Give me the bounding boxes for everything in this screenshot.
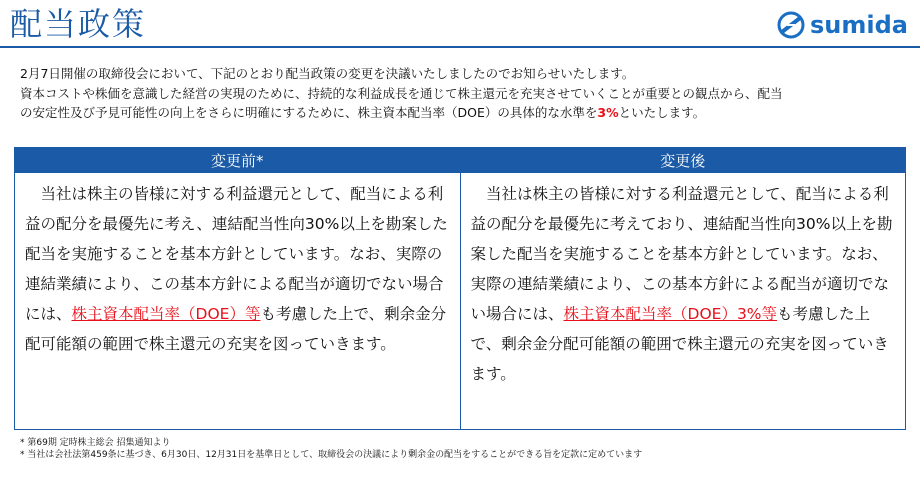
before-policy-text-end: も考慮した上で、剰余金分配可能額の範囲で株主還元の充実を図っていきます。	[25, 305, 447, 353]
intro-text	[20, 64, 900, 123]
intro-line-3	[20, 103, 900, 123]
intro-line-3-end: といたします。	[618, 105, 706, 120]
footnote-1: * 第69期 定時株主総会 招集通知より	[20, 438, 171, 448]
doe-target-value: 3%	[597, 105, 619, 120]
after-policy-cell	[460, 173, 906, 430]
before-policy-cell	[15, 173, 461, 430]
intro-line-2: 資本コストや株価を意識した経営の実現のために、持続的な利益成長を通じて株主還元を充実させていくことが重要との観点から、配当	[20, 85, 783, 101]
footnote-2: * 当社は会社法第459条に基づき、6月30日、12月31日を基準日として、取締役会の決議により剰余金の配当をすることができる旨を定款に定めています	[20, 450, 643, 460]
after-policy-highlight: 株主資本配当率（DOE）3%等	[563, 305, 778, 323]
page-title: 配当政策	[10, 5, 147, 43]
before-header: 変更前*	[15, 148, 461, 173]
after-policy-text: 当社は株主の皆様に対する利益還元として、配当による利益の配分を最優先に考えており、連結配当性向30%以上を勘案した配当を実施することを基本方針としています。なお、実際の連結業績により、この基本方針による配当が適切でない場合には、	[470, 185, 893, 323]
logo-text: sumida	[810, 11, 908, 39]
company-logo	[776, 10, 908, 40]
after-policy-text-end: も考慮した上で、剰余金分配可能額の範囲で株主還元の充実を図っていきます。	[470, 305, 889, 383]
before-policy-text: 当社は株主の皆様に対する利益還元として、配当による利益の配分を最優先に考え、連結配当性向30%以上を勘案した配当を実施することを基本方針としています。なお、実際の連結業績により、この基本方針による配当が適切でない場合には、	[25, 185, 448, 323]
sumida-logo-icon	[776, 10, 806, 40]
intro-line-1: 2月7日開催の取締役会において、下記のとおり配当政策の変更を決議いたしましたのでお知らせいたします。	[20, 66, 635, 81]
intro-line-3-text: の安定性及び予見可能性の向上をさらに明確にするために、株主資本配当率（DOE）の具体的な水準を	[20, 105, 598, 120]
after-header: 変更後	[460, 148, 906, 173]
policy-comparison-table	[14, 147, 906, 430]
before-policy-highlight: 株主資本配当率（DOE）等	[71, 305, 261, 323]
header-divider	[0, 46, 920, 48]
